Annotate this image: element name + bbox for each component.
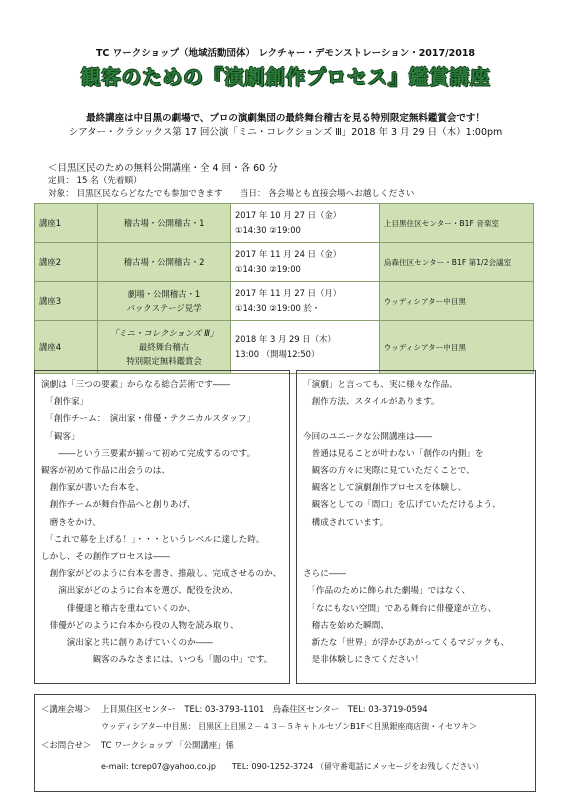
intro-right-line: 創作方法、スタイルがあります。 — [303, 397, 440, 408]
intro-left-line: 演出家と共に創りあげていくのか―― — [41, 638, 213, 649]
course-number: 講座1 — [35, 204, 98, 243]
intro-left-line: 観客のみなさまには、いつも「闇の中」です。 — [41, 655, 273, 666]
course-date — [230, 321, 379, 374]
course-date — [230, 204, 379, 243]
intro-right-line: 今回のユニークな公開講座は―― — [303, 431, 432, 442]
course-venue: 上目黒住区センター・B1F 音楽室 — [379, 204, 533, 243]
venue-label: ＜講座会場＞ — [41, 704, 92, 714]
intro-right-line: 観客として演劇創作プロセスを体験し、 — [303, 483, 467, 494]
course-time-line: ①14:30 ②19:00 — [234, 225, 301, 235]
course-name — [98, 321, 231, 374]
course-name — [98, 204, 231, 243]
intro-left-text — [41, 377, 281, 669]
intro-right-line — [303, 549, 509, 566]
series-header: TC ワークショップ（地域活動団体） レクチャー・デモンストレーション・2017/2018 — [95, 48, 476, 59]
course-name-line: 「ミニ・コレクションズ Ⅲ」 — [109, 328, 219, 338]
course-venue: ウッディシアター中目黒 — [379, 321, 533, 374]
venue-line-2: ウッディシアター中目黒： 目黒区上目黒２－４３－５キャトルセゾンB1F＜目黒銀座商店街・イセワキ＞ — [101, 722, 478, 731]
course-number: 講座2 — [35, 243, 98, 282]
intro-right-line: 新たな「世界」が浮かびあがってくるマジックも、 — [303, 638, 510, 648]
intro-right-text — [303, 377, 509, 669]
info-footer — [34, 694, 536, 792]
table-row — [35, 204, 534, 243]
course-name-line: 稽古場・公開稽古・1 — [123, 218, 205, 228]
intro-right-line: 稽古を始めた瞬間、 — [303, 620, 389, 631]
intro-left-line: 創作家が書いた台本を、 — [41, 483, 145, 494]
course-date-line: 2017 年 10 月 27 日（金） — [234, 210, 342, 220]
course-date-line: 2017 年 11 月 27 日（月） — [234, 288, 342, 298]
course-time-line: ①14:30 ②19:00 於・ — [234, 303, 321, 313]
intro-right-line — [303, 411, 509, 428]
target-text: 対象： 目黒区民ならどなたでも参加できます 当日： 各会場とも直接会場へお越しください — [48, 189, 415, 199]
course-date — [230, 243, 379, 282]
venue-line-1: 上目黒住区センター TEL: 03-3793-1101 烏森住区センター TEL: 03-3719-0594 — [101, 704, 428, 714]
intro-left-line: 「創作家」 — [41, 397, 89, 408]
intro-left-line: 俳優達と稽古を重ねていくのか、 — [41, 603, 196, 614]
course-number: 講座4 — [35, 321, 98, 374]
intro-right-line: 「作品のために飾られた劇場」ではなく、 — [303, 586, 471, 597]
course-name — [98, 282, 231, 321]
course-heading: ＜目黒区民のための無料公開講座・全 4 回・各 60 分 — [48, 163, 278, 174]
table-row — [35, 243, 534, 282]
course-name — [98, 243, 231, 282]
intro-left-line: 「観客」 — [41, 431, 80, 442]
intro-left-line: しかし、その創作プロセスは―― — [41, 552, 170, 563]
course-date-line: 2018 年 3 月 29 日（木） — [234, 334, 336, 344]
course-venue: 烏森住区センター・B1F 第1/2会議室 — [379, 243, 533, 282]
course-venue: ウッディシアター中目黒 — [379, 282, 533, 321]
intro-left-line: 観客が初めて作品に出会うのは、 — [41, 466, 170, 477]
intro-left-line: 磨きをかけ、 — [41, 517, 101, 528]
course-name-line: 劇場・公開稽古・1 — [127, 289, 201, 299]
course-number: 講座3 — [35, 282, 98, 321]
course-name-line: 特別限定無料鑑賞会 — [126, 356, 202, 366]
course-name-line: バックステージ見学 — [126, 303, 202, 313]
intro-left-line: 演劇は「三つの要素」からなる総合芸術です―― — [41, 380, 231, 390]
course-date — [230, 282, 379, 321]
intro-left-line: 創作家がどのように台本を書き、推敲し、完成させるのか、 — [41, 569, 282, 580]
intro-right-line: 構成されています。 — [303, 517, 389, 528]
course-time-line: ①14:30 ②19:00 — [234, 264, 301, 274]
intro-left-line: 「これで幕を上げる！」・・・というレベルに達した時。 — [41, 534, 265, 545]
course-name-line: 稽古場・公開稽古・2 — [123, 257, 205, 267]
intro-right-line: 「なにもない空間」である舞台に俳優達が立ち、 — [303, 603, 497, 614]
contact-label: ＜お問合せ＞ — [41, 740, 92, 750]
intro-left-line: 「創作チーム： 演出家・俳優・テクニカルスタッフ」 — [41, 414, 256, 425]
page-title: 観客のための『演劇創作プロセス』鑑賞講座 — [80, 65, 491, 89]
contact-line-2[interactable]: e-mail: tcrep07@yahoo.co.jp TEL: 090-1252-3724 （留守番電話にメッセージをお残しください） — [101, 762, 484, 771]
table-row — [35, 282, 534, 321]
intro-right-line: さらに―― — [303, 569, 346, 580]
intro-right-line: 是非体験しにきてください！ — [303, 655, 424, 666]
intro-box-left — [34, 370, 290, 684]
intro-right-line: 観客の方々に実際に見ていただくことで、 — [303, 466, 475, 476]
intro-left-line: 演出家がどのように台本を選び、配役を決め、 — [41, 586, 238, 597]
capacity-text: 定員： 15 名（先着順） — [48, 176, 142, 186]
course-name-line: 最終舞台稽古 — [138, 342, 190, 352]
intro-right-line — [303, 532, 509, 549]
lead-line-1: 最終講座は中目黒の劇場で、プロの演劇集団の最終舞台稽古を見る特別限定無料鑑賞会です！ — [86, 113, 485, 124]
contact-line-1: TC ワークショップ 「公開講座」係 — [101, 740, 234, 750]
table-row — [35, 321, 534, 374]
lead-line-2: シアター・クラシックス第 17 回公演「ミニ・コレクションズ Ⅲ」2018 年 3 月 29 日（木）1:00pm — [68, 127, 503, 138]
schedule-table — [34, 203, 534, 374]
intro-left-line: ――という三要素が揃って初めて完成するのです。 — [41, 448, 256, 459]
course-date-line: 2017 年 11 月 24 日（金） — [234, 249, 342, 259]
intro-right-line: 「演劇」と言っても、実に様々な作品、 — [303, 380, 458, 390]
intro-left-line: 俳優がどのように台本から役の人物を読み取り、 — [41, 620, 239, 631]
intro-box-right — [296, 370, 536, 684]
intro-left-line: 創作チームが舞台作品へと創りあげ、 — [41, 500, 196, 511]
intro-right-line: 観客としての「間口」を広げていただけるよう、 — [303, 500, 501, 511]
intro-right-line: 普通は見ることが叶わない「創作の内側」を — [303, 448, 484, 459]
course-time-line: 13:00 （開場12:50） — [234, 349, 320, 359]
